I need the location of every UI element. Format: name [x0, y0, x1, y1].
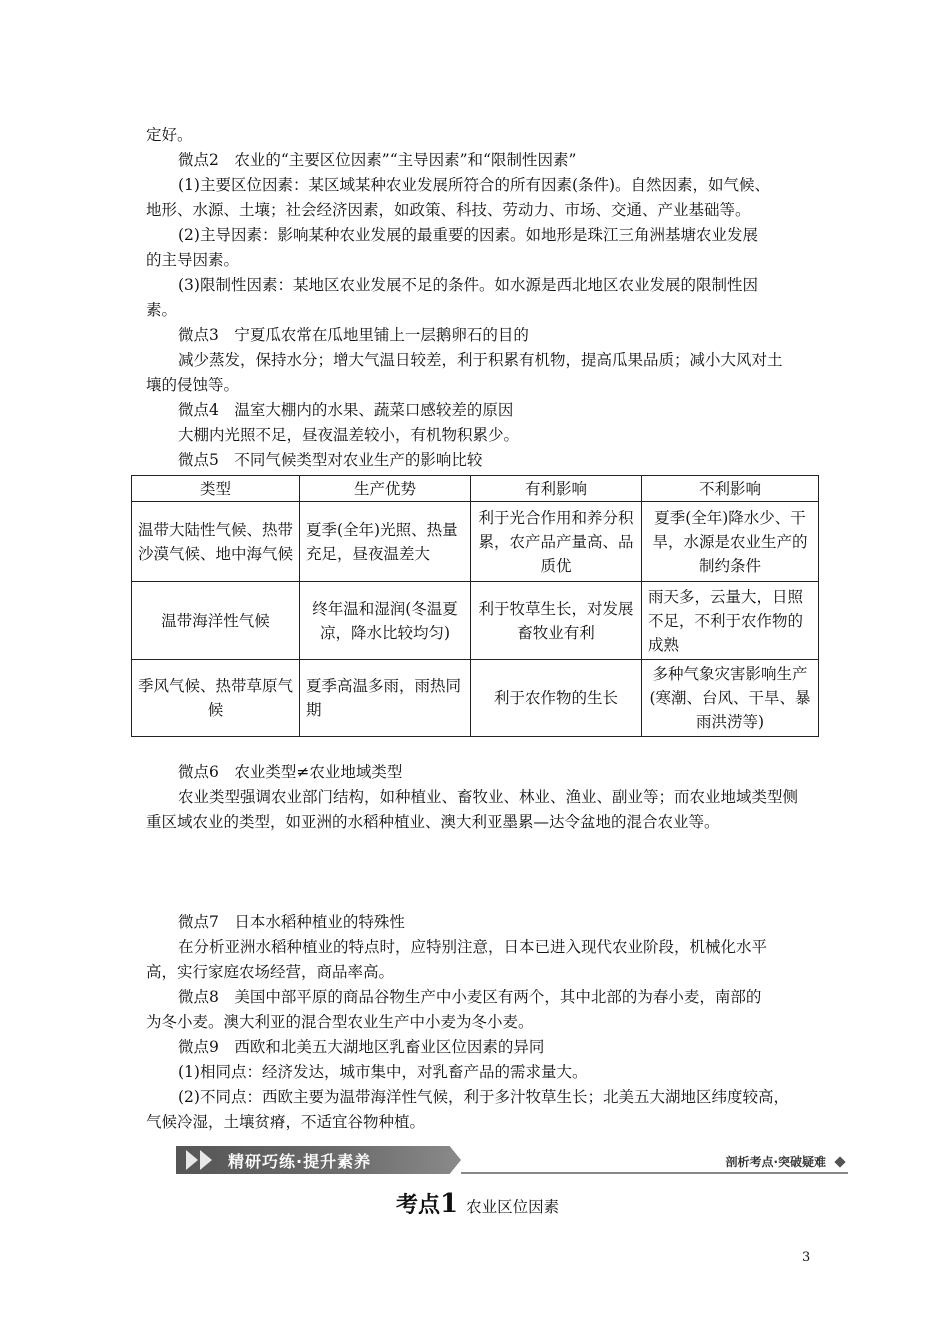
banner-title: 精研巧练·提升素养 — [228, 1152, 372, 1171]
paragraph-line: 微点3 宁夏瓜农常在瓜地里铺上一层鹅卵石的目的 — [178, 326, 529, 344]
table-row — [132, 660, 819, 737]
paragraph-line: 微点7 日本水稻种植业的特殊性 — [178, 913, 405, 931]
paragraph-line: 微点8 美国中部平原的商品谷物生产中小麦区有两个，其中北部的为春小麦，南部的 — [178, 988, 762, 1006]
chevron-right-icon — [186, 1150, 198, 1170]
table-cell: 温带海洋性气候 — [132, 582, 300, 660]
paragraph-line: 地形、水源、土壤；社会经济因素，如政策、科技、劳动力、市场、交通、产业基础等。 — [146, 201, 751, 219]
paragraph-line: 高，实行家庭农场经营，商品率高。 — [146, 963, 395, 981]
paragraph-line: (2)主导因素：影响某种农业发展的最重要的因素。如地形是珠江三角洲基塘农业发展 — [178, 226, 758, 244]
paragraph-line: 气候冷湿，土壤贫瘠，不适宜谷物种植。 — [146, 1113, 426, 1131]
table-header: 类型 — [132, 476, 300, 502]
section-number: 1 — [440, 1189, 459, 1219]
paragraph-line: 定好。 — [146, 126, 193, 144]
paragraph-line: 微点6 农业类型≠农业地域类型 — [178, 763, 403, 781]
section-heading — [396, 1188, 559, 1219]
paragraph-line: (2)不同点：西欧主要为温带海洋性气候，利于多汁牧草生长；北美五大湖地区纬度较高， — [178, 1088, 789, 1106]
table-cell: 利于农作物的生长 — [471, 660, 642, 737]
table-header: 生产优势 — [300, 476, 471, 502]
paragraph-line: 的主导因素。 — [146, 251, 240, 269]
paragraph-line: 重区域农业的类型，如亚洲的水稻种植业、澳大利亚墨累—达令盆地的混合农业等。 — [146, 813, 720, 831]
banner-subtitle: 剖析考点·突破疑难 — [725, 1155, 826, 1169]
table-cell: 雨天多，云量大，日照不足，不利于农作物的成熟 — [642, 582, 819, 660]
table-cell: 利于光合作用和养分积累，农产品产量高、品质优 — [471, 502, 642, 582]
paragraph-line: 为冬小麦。澳大利亚的混合型农业生产中小麦为冬小麦。 — [146, 1013, 534, 1031]
section-title: 农业区位因素 — [466, 1198, 560, 1216]
table-cell: 季风气候、热带草原气候 — [132, 660, 300, 737]
paragraph-line: 微点2 农业的“主要区位因素”“主导因素”和“限制性因素” — [178, 151, 577, 169]
paragraph-line: (3)限制性因素：某地区农业发展不足的条件。如水源是西北地区农业发展的限制性因 — [178, 276, 758, 294]
table-cell: 多种气象灾害影响生产(寒潮、台风、干旱、暴雨洪涝等) — [642, 660, 819, 737]
section-prefix: 考点 — [396, 1192, 441, 1218]
paragraph-line: 微点4 温室大棚内的水果、蔬菜口感较差的原因 — [178, 401, 514, 419]
table-header: 不利影响 — [642, 476, 819, 502]
paragraph-line: 在分析亚洲水稻种植业的特点时，应特别注意，日本已进入现代农业阶段，机械化水平 — [178, 938, 768, 956]
table-row — [132, 502, 819, 582]
paragraph-line: 农业类型强调农业部门结构，如种植业、畜牧业、林业、渔业、副业等；而农业地域类型侧 — [178, 788, 799, 806]
table-header: 有利影响 — [471, 476, 642, 502]
climate-comparison-table — [131, 475, 819, 737]
table-cell: 夏季(全年)光照、热量充足，昼夜温差大 — [300, 502, 471, 582]
banner-divider — [461, 1172, 848, 1174]
paragraph-line: 减少蒸发，保持水分；增大气温日较差，利于积累有机物，提高瓜果品质；减小大风对土 — [178, 351, 783, 369]
paragraph-line: 壤的侵蚀等。 — [146, 376, 240, 394]
table-cell: 终年温和湿润(冬温夏凉，降水比较均匀) — [300, 582, 471, 660]
table-header-row — [132, 476, 819, 502]
paragraph-line: 大棚内光照不足，昼夜温差较小，有机物积累少。 — [178, 426, 520, 444]
table-cell: 夏季高温多雨，雨热同期 — [300, 660, 471, 737]
table-cell: 温带大陆性气候、热带沙漠气候、地中海气候 — [132, 502, 300, 582]
paragraph-line: 素。 — [146, 301, 178, 319]
table-row — [132, 582, 819, 660]
paragraph-line: 微点5 不同气候类型对农业生产的影响比较 — [178, 451, 483, 469]
paragraph-line: (1)主要区位因素：某区域某种农业发展所符合的所有因素(条件)。自然因素，如气候、 — [178, 176, 771, 194]
paragraph-line: (1)相同点：经济发达，城市集中，对乳畜产品的需求量大。 — [178, 1063, 588, 1081]
chevron-right-icon — [200, 1150, 212, 1170]
table-cell: 夏季(全年)降水少、干旱，水源是农业生产的制约条件 — [642, 502, 819, 582]
diamond-icon — [834, 1156, 845, 1167]
paragraph-line: 微点9 西欧和北美五大湖地区乳畜业区位因素的异同 — [178, 1038, 545, 1056]
table-cell: 利于牧草生长，对发展畜牧业有利 — [471, 582, 642, 660]
section-banner — [176, 1146, 848, 1174]
page-number: 3 — [802, 1250, 811, 1265]
